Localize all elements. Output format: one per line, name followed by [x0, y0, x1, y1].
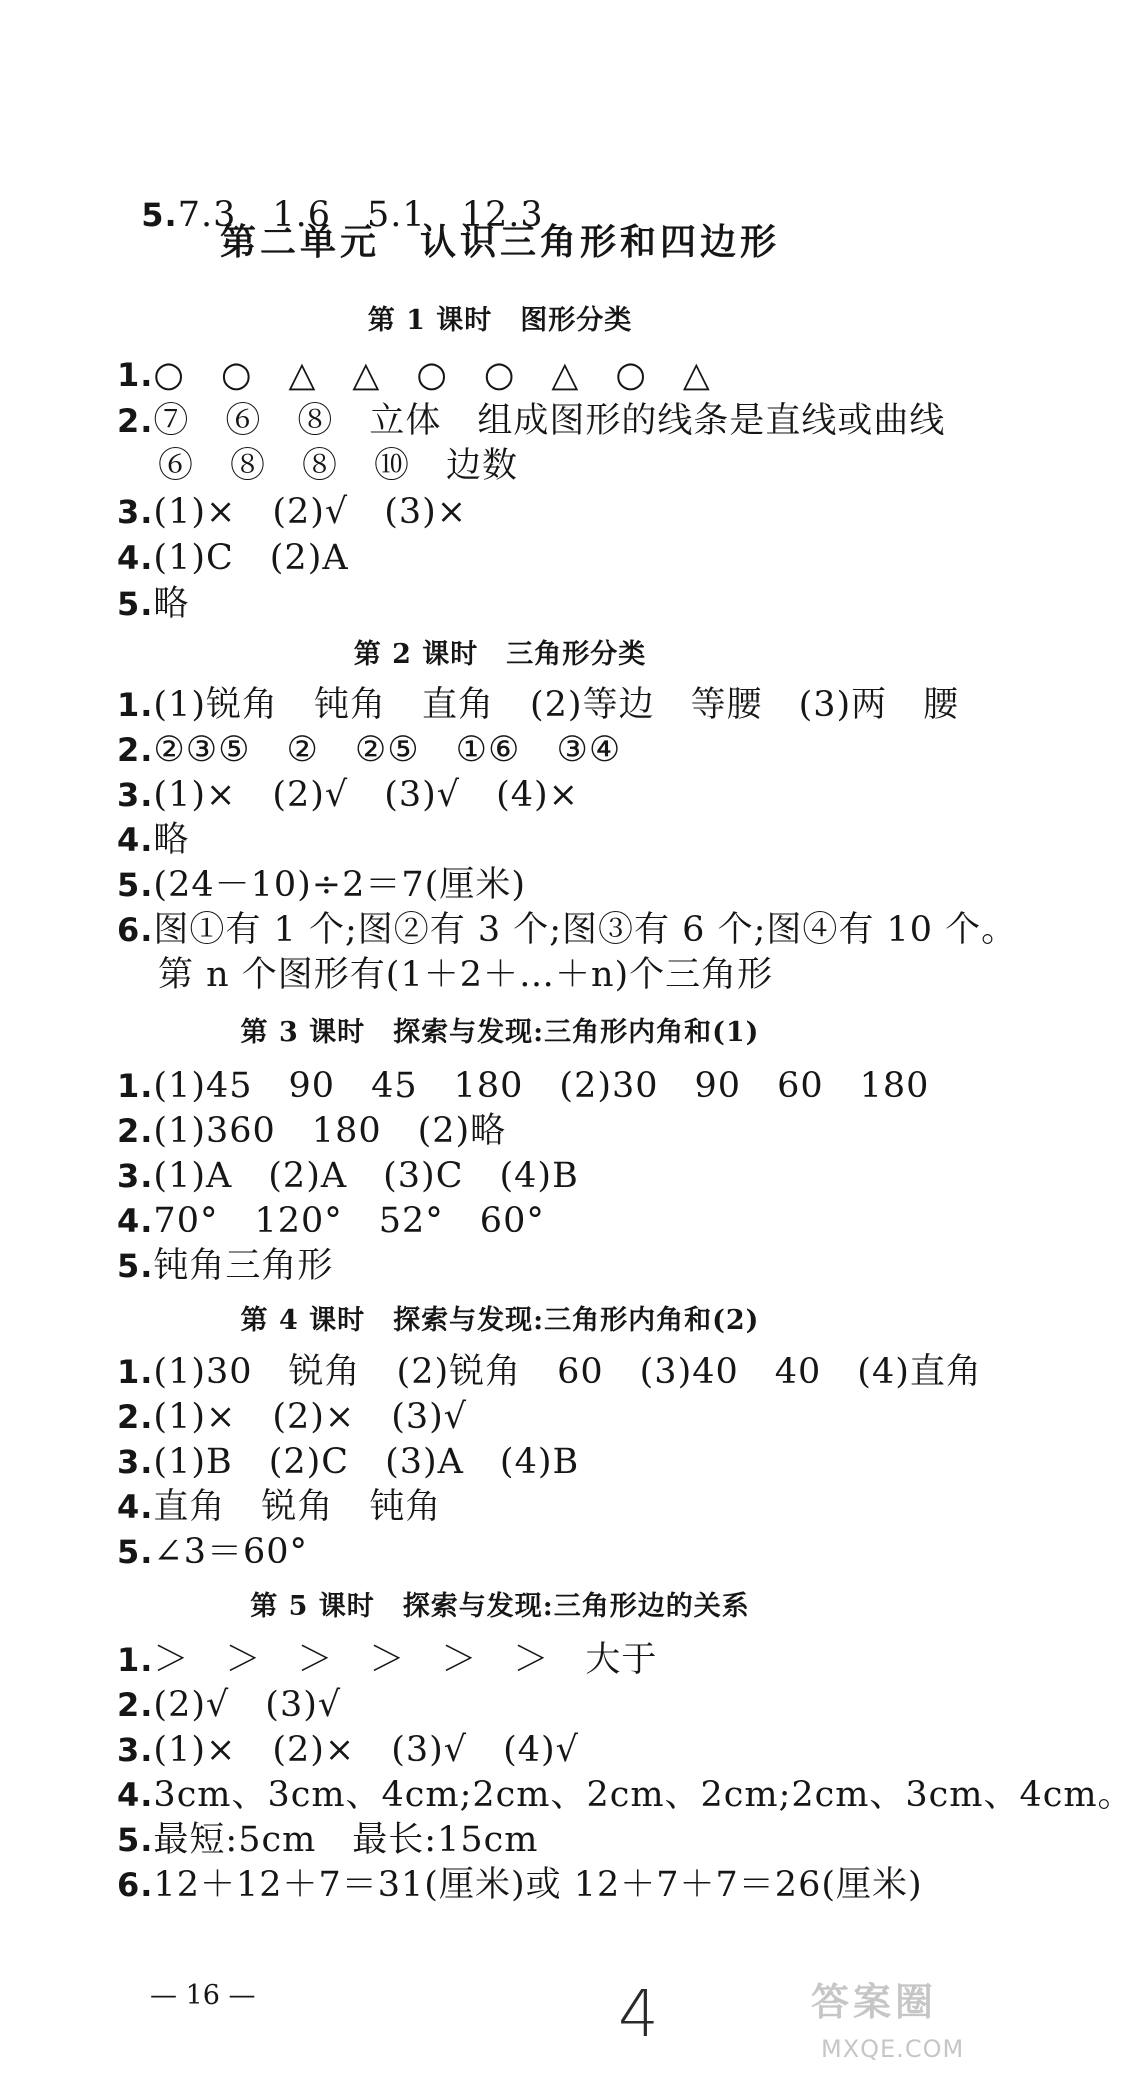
answer-line: [117, 353, 711, 397]
answer-text: 略: [153, 820, 190, 860]
answer-text: 70° 120° 52° 60°: [153, 1201, 545, 1241]
answer-line: [117, 1683, 341, 1727]
question-number: 5.: [117, 585, 154, 623]
answer-line: [117, 1440, 579, 1484]
question-number: 3.: [117, 776, 154, 814]
answer-line: [117, 1530, 308, 1574]
lesson-title: 第 1 课时 图形分类: [367, 305, 633, 336]
answer-line: [117, 908, 1017, 952]
answer-line: [117, 1154, 579, 1198]
answer-text: (1)× (2)√ (3)√ (4)×: [153, 775, 579, 815]
question-number: 6.: [117, 911, 154, 949]
handwritten-mark: 4: [618, 1978, 659, 2052]
answer-text: ⑦ ⑥ ⑧ 立体 组成图形的线条是直线或曲线: [153, 401, 946, 441]
question-number: 2.: [117, 1112, 154, 1150]
page-number: — 16 —: [150, 1980, 256, 2011]
question-number: 1.: [117, 1353, 154, 1391]
question-number: 5.: [141, 196, 178, 234]
answer-line: [117, 863, 526, 907]
answer-line: [117, 582, 189, 626]
question-number: 1.: [117, 1641, 154, 1679]
answer-line: [117, 1244, 333, 1288]
watermark-logo: [777, 1967, 992, 2077]
question-number: 6.: [117, 1866, 154, 1904]
question-number: 4.: [117, 539, 154, 577]
answer-text: 直角 锐角 钝角: [153, 1487, 442, 1527]
question-number: 5.: [117, 1533, 154, 1571]
answer-text: 钝角三角形: [153, 1246, 334, 1286]
answer-line: [117, 1863, 923, 1907]
answer-line: [158, 444, 518, 488]
answer-line: [158, 953, 773, 997]
question-number: 2.: [117, 402, 154, 440]
answer-line: [117, 1350, 982, 1394]
answer-text: (1)A (2)A (3)C (4)B: [153, 1156, 579, 1196]
answer-text: 12＋12＋7＝31(厘米)或 12＋7＋7＝26(厘米): [153, 1865, 923, 1905]
answer-text: 略: [153, 584, 190, 624]
question-number: 3.: [117, 1157, 154, 1195]
answer-line: [117, 490, 467, 534]
lesson-title: 第 5 课时 探索与发现:三角形边的关系: [250, 1591, 750, 1622]
question-number: 3.: [117, 1731, 154, 1769]
answer-line: [117, 1109, 506, 1153]
answer-text: (1)30 锐角 (2)锐角 60 (3)40 40 (4)直角: [153, 1352, 982, 1392]
answer-line: [117, 728, 621, 772]
lesson-title: 第 4 课时 探索与发现:三角形内角和(2): [240, 1305, 760, 1336]
answer-line: [117, 818, 189, 862]
question-number: 2.: [117, 731, 154, 769]
question-number: 5.: [117, 866, 154, 904]
answer-line: [117, 1773, 1134, 1817]
lesson-title: 第 2 课时 三角形分类: [353, 639, 647, 670]
answer-line: [117, 1395, 467, 1439]
answer-text: 第 n 个图形有(1＋2＋…＋n)个三角形: [158, 955, 774, 995]
answer-text: (2)√ (3)√: [153, 1685, 342, 1725]
answer-text: (1)45 90 45 180 (2)30 90 60 180: [153, 1066, 930, 1106]
answer-line: [117, 1199, 545, 1243]
answer-line: [117, 1728, 579, 1772]
answer-line: [117, 1818, 538, 1862]
answer-text: ∠3＝60°: [153, 1532, 309, 1572]
lesson-title: 第 3 课时 探索与发现:三角形内角和(1): [240, 1017, 760, 1048]
unit-title: 第二单元 认识三角形和四边形: [219, 222, 780, 263]
answer-line: [117, 773, 579, 817]
question-number: 4.: [117, 821, 154, 859]
question-number: 5.: [117, 1821, 154, 1859]
answer-text: (1)× (2)× (3)√ (4)√: [153, 1730, 579, 1770]
answer-text: ⑥ ⑧ ⑧ ⑩ 边数: [158, 446, 519, 486]
answer-text: (1)B (2)C (3)A (4)B: [153, 1442, 580, 1482]
answer-text: ＞ ＞ ＞ ＞ ＞ ＞ 大于: [153, 1640, 658, 1680]
answer-text: (1)× (2)√ (3)×: [153, 492, 468, 532]
answer-text: (1)C (2)A: [153, 538, 349, 578]
question-number: 1.: [117, 356, 154, 394]
answer-line: [117, 683, 959, 727]
question-number: 4.: [117, 1488, 154, 1526]
question-number: 4.: [117, 1202, 154, 1240]
answer-text: (24－10)÷2＝7(厘米): [153, 865, 526, 905]
watermark-url: MXQE.COM: [821, 2035, 965, 2063]
question-number: 1.: [117, 686, 154, 724]
watermark-title: 答案圈: [811, 1980, 938, 2024]
question-number: 5.: [117, 1247, 154, 1285]
answer-line: [117, 1638, 657, 1682]
answer-text: ○ ○ △ △ ○ ○ △ ○ △: [153, 355, 711, 395]
answer-text: ②③⑤ ② ②⑤ ①⑥ ③④: [153, 730, 622, 770]
answer-text: 最短:5cm 最长:15cm: [153, 1820, 539, 1860]
answer-line: [117, 1485, 441, 1529]
answer-text: 3cm、3cm、4cm;2cm、2cm、2cm;2cm、3cm、4cm。: [153, 1775, 1134, 1815]
answer-text: (1)锐角 钝角 直角 (2)等边 等腰 (3)两 腰: [153, 685, 960, 725]
answer-text: 7.3 1.6 5.1 12.3: [177, 195, 544, 235]
question-number: 2.: [117, 1398, 154, 1436]
question-number: 1.: [117, 1067, 154, 1105]
answer-text: (1)× (2)× (3)√: [153, 1397, 468, 1437]
answer-text: (1)360 180 (2)略: [153, 1111, 507, 1151]
answer-line: [117, 536, 349, 580]
answer-line: [117, 1064, 929, 1108]
question-number: 2.: [117, 1686, 154, 1724]
answer-text: 图①有 1 个;图②有 3 个;图③有 6 个;图④有 10 个。: [153, 910, 1018, 950]
question-number: 4.: [117, 1776, 154, 1814]
question-number: 3.: [117, 493, 154, 531]
answer-line: [117, 399, 945, 443]
question-number: 3.: [117, 1443, 154, 1481]
